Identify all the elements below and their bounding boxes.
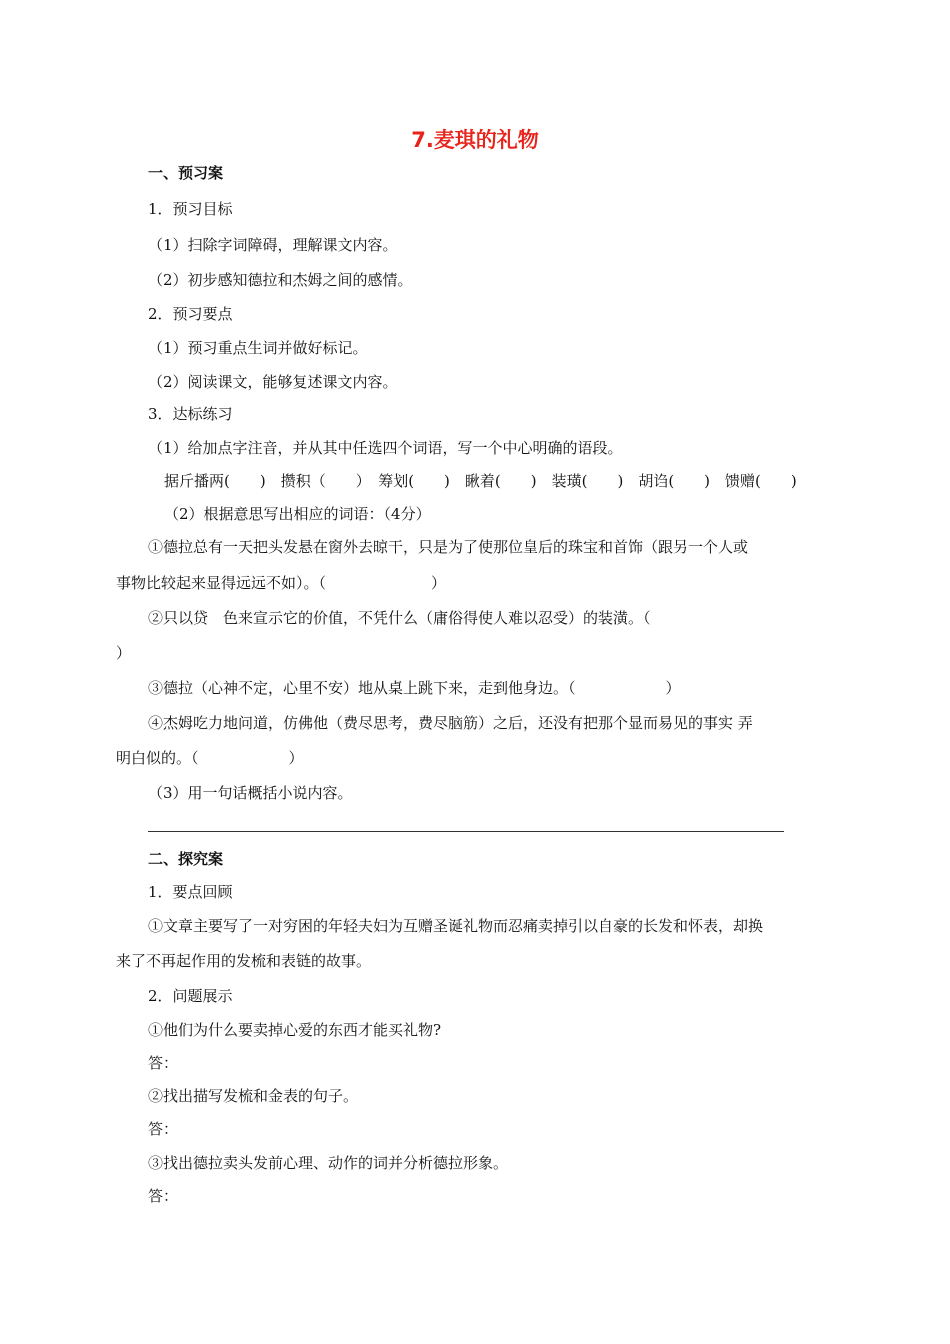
section-heading-explore: 二、探究案: [148, 850, 224, 868]
goal-title: 1．预习目标: [148, 200, 233, 218]
point-item-1: （1）预习重点生词并做好标记。: [148, 339, 368, 357]
page-title: 7.麦琪的礼物: [411, 128, 539, 152]
question-3-line-1: ③德拉（心神不定，心里不安）地从桌上跳下来，走到他身边。（ ）: [148, 679, 681, 697]
goal-item-1: （1）扫除字词障碍，理解课文内容。: [148, 236, 398, 254]
question-2-line-2: ）: [116, 644, 132, 662]
review-line-2: 来了不再起作用的发梳和表链的故事。: [116, 952, 372, 970]
question-2-line-1: ②只以贷 色来宣示它的价值，不凭什么（庸俗得使人难以忍受）的装潢。（: [148, 609, 651, 627]
answer-line: [148, 831, 784, 832]
goal-item-2: （2）初步感知德拉和杰姆之间的感情。: [148, 271, 413, 289]
problem-3: ③找出德拉卖头发前心理、动作的词并分析德拉形象。: [148, 1154, 509, 1172]
problem-1: ①他们为什么要卖掉心爱的东西才能买礼物?: [148, 1021, 442, 1039]
section-heading-preview: 一、预习案: [148, 164, 224, 182]
question-1-line-1: ①德拉总有一天把头发悬在窗外去晾干，只是为了使那位皇后的珠宝和首饰（跟另一个人或: [148, 538, 749, 556]
question-4-line-2: 明白似的。（ ）: [116, 749, 304, 767]
exercise-title: 3．达标练习: [148, 405, 233, 423]
exercise-1-words: 据斤播两( ) 攒积（ ） 筹划( ) 瞅着( ) 装璜( ) 胡诌( ) 馈赠( ): [164, 472, 797, 490]
problem-2: ②找出描写发梳和金表的句子。: [148, 1087, 359, 1105]
answer-1-label: 答：: [148, 1054, 179, 1072]
answer-2-label: 答：: [148, 1120, 179, 1138]
review-line-1: ①文章主要写了一对穷困的年轻夫妇为互赠圣诞礼物而忍痛卖掉引以自豪的长发和怀表，却换: [148, 917, 764, 935]
point-title: 2．预习要点: [148, 305, 233, 323]
point-item-2: （2）阅读课文，能够复述课文内容。: [148, 373, 398, 391]
answer-3-label: 答：: [148, 1187, 179, 1205]
question-1-line-2: 事物比较起来显得远远不如）。（ ）: [116, 574, 447, 592]
question-4-line-1: ④杰姆吃力地问道，仿佛他（费尽思考，费尽脑筋）之后，还没有把那个显而易见的事实 弄: [148, 714, 753, 732]
exercise-3-prompt: （3）用一句话概括小说内容。: [148, 784, 353, 802]
problem-title: 2．问题展示: [148, 987, 233, 1005]
exercise-2-prompt: （2）根据意思写出相应的词语：（4分）: [164, 505, 431, 523]
exercise-1-prompt: （1）给加点字注音，并从其中任选四个词语，写一个中心明确的语段。: [148, 439, 623, 457]
review-title: 1．要点回顾: [148, 883, 233, 901]
